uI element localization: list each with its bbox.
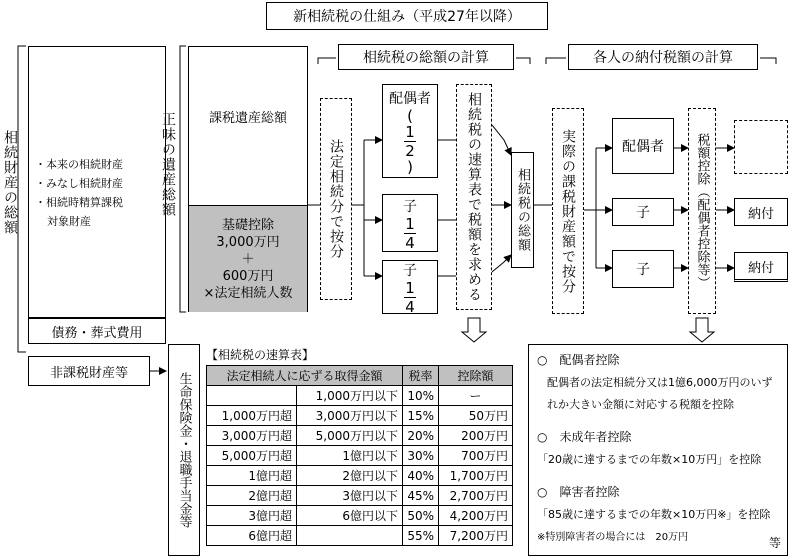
- rate-table-cell: 200万円: [439, 426, 513, 446]
- heir-spouse: 配偶者 ( 1 2 ): [382, 84, 438, 178]
- rate-table-cell: 3,000万円超: [207, 426, 297, 446]
- rate-table-cell: 20%: [403, 426, 439, 446]
- share-fraction: ( 1 2 ): [405, 106, 415, 176]
- rate-table-cell: [207, 386, 297, 406]
- deduction-title: ○ 障害者控除: [537, 485, 620, 499]
- basic-deduction-line2: 600万円: [222, 268, 274, 284]
- rate-table-cell: 5,000万円以下: [297, 426, 403, 446]
- statutory-share-box: 法定相続分で按分: [320, 98, 352, 300]
- rate-table-cell: 15%: [403, 406, 439, 426]
- basic-deduction-line1: 3,000万円: [216, 234, 280, 250]
- rate-table-cell: 10%: [403, 386, 439, 406]
- rate-table-cell: 5,000万円超: [207, 446, 297, 466]
- nontax-box: 非課税財産等: [28, 356, 150, 386]
- net-estate-label: 正味の遺産総額: [160, 112, 176, 217]
- taxable-estate-box: [188, 46, 308, 312]
- pay-box-child-1: 納付: [734, 198, 788, 226]
- rate-table-cell: 40%: [403, 466, 439, 486]
- deduction-line: れか大きい金額に対応する税額を控除: [547, 398, 734, 411]
- section-header-total: 相続税の総額の計算: [338, 44, 514, 70]
- total-tax-box: 相続税の総額: [511, 152, 534, 268]
- basic-deduction-line3: ×法定相続人数: [203, 285, 293, 301]
- rate-table-cell: 30%: [403, 446, 439, 466]
- rate-table-cell: 50%: [403, 506, 439, 526]
- rate-table-cell: 1,000万円超: [207, 406, 297, 426]
- rate-table-cell: 1億円超: [207, 466, 297, 486]
- asset-item: ・相続時精算課税: [35, 196, 123, 209]
- pay-box-spouse: [734, 120, 788, 174]
- rate-table-cell: 1億円以下: [297, 446, 403, 466]
- debts-box: 債務・葬式費用: [28, 318, 166, 344]
- tax-credit-box: 税額控除（配偶者控除等）: [688, 108, 716, 314]
- page-title: 新相続税の仕組み（平成27年以降）: [266, 2, 548, 30]
- rate-table-note: 相続税の速算表で税額を求める: [456, 84, 492, 310]
- taxable-total-label: 課税遺産総額: [208, 111, 287, 126]
- rate-table-header: 控除額: [439, 366, 513, 386]
- assets-box: [28, 46, 166, 318]
- heir-child-2: 子 $\frac{1}{4}$: [382, 260, 438, 314]
- rate-table-cell: 55%: [403, 526, 439, 546]
- rate-table-cell: 1,000万円以下: [297, 386, 403, 406]
- share-fraction: $\frac{1}{4}$: [405, 214, 415, 252]
- deduction-title: ○ 未成年者控除: [537, 430, 632, 444]
- rate-table-cell: 2億円以下: [297, 466, 403, 486]
- rate-table-row: [207, 526, 513, 546]
- asset-item: ・本来の相続財産: [35, 158, 123, 171]
- rate-table-cell: ー: [439, 386, 513, 406]
- rate-table-cell: 6億円超: [207, 526, 297, 546]
- rate-table-header: 税率: [403, 366, 439, 386]
- rate-table-cell: 45%: [403, 486, 439, 506]
- rate-table-row: [207, 466, 513, 486]
- rate-table-cell: 3,000万円以下: [297, 406, 403, 426]
- basic-deduction-label: 基礎控除: [221, 217, 274, 233]
- right-heir-child-1: 子: [612, 198, 674, 226]
- rate-table-cell: 2,700万円: [439, 486, 513, 506]
- deduction-line: 「20歳に達するまでの年数×10万円」を控除: [537, 453, 762, 466]
- rate-table-row: [207, 446, 513, 466]
- total-estate-label: 相続財産の総額: [2, 130, 18, 235]
- asset-item: 対象財産: [47, 215, 91, 228]
- rate-table-cell: 1,700万円: [439, 466, 513, 486]
- deduction-line: 「85歳に達するまでの年数×10万円※」を控除: [537, 508, 771, 521]
- rate-table-cell: 2億円超: [207, 486, 297, 506]
- basic-deduction-plus: ＋: [241, 251, 255, 267]
- rate-table-cell: 3億円超: [207, 506, 297, 526]
- etc-label: 等: [768, 536, 781, 550]
- life-insurance-box: 生命保険金・退職手当金等: [168, 344, 200, 556]
- rate-table-caption: 【相続税の速算表】: [206, 348, 315, 362]
- rate-table-cell: 4,200万円: [439, 506, 513, 526]
- rate-table-row: [207, 386, 513, 406]
- right-heir-spouse: 配偶者: [612, 118, 674, 174]
- right-heir-child-2: 子: [612, 250, 674, 288]
- rate-table-cell: [297, 526, 403, 546]
- rate-table: [206, 365, 513, 546]
- deductions-box: [528, 344, 788, 556]
- rate-table-cell: 7,200万円: [439, 526, 513, 546]
- asset-item: ・みなし相続財産: [35, 177, 123, 190]
- rate-table-cell: 3億円以下: [297, 486, 403, 506]
- basic-deduction-box: [189, 205, 307, 312]
- rate-table-row: [207, 486, 513, 506]
- share-fraction: $\frac{1}{4}$: [405, 278, 415, 316]
- deduction-note: ※特別障害者の場合には 20万円: [537, 532, 689, 543]
- rate-table-row: [207, 426, 513, 446]
- rate-table-row: [207, 506, 513, 526]
- rate-table-cell: 700万円: [439, 446, 513, 466]
- rate-table-cell: 50万円: [439, 406, 513, 426]
- pay-box-child-2: 納付: [734, 252, 788, 282]
- rate-table-row: [207, 406, 513, 426]
- rate-table-header: 法定相続人に応ずる取得金額: [207, 366, 403, 386]
- heir-child-1: 子 $\frac{1}{4}$: [382, 194, 438, 252]
- deduction-title: ○ 配偶者控除: [537, 353, 620, 367]
- deduction-line: 配偶者の法定相続分又は1億6,000万円のいず: [547, 376, 773, 389]
- section-header-each: 各人の納付税額の計算: [568, 44, 758, 70]
- rate-table-cell: 6億円以下: [297, 506, 403, 526]
- actual-split-box: 実際の課税財産額で按分: [552, 108, 584, 314]
